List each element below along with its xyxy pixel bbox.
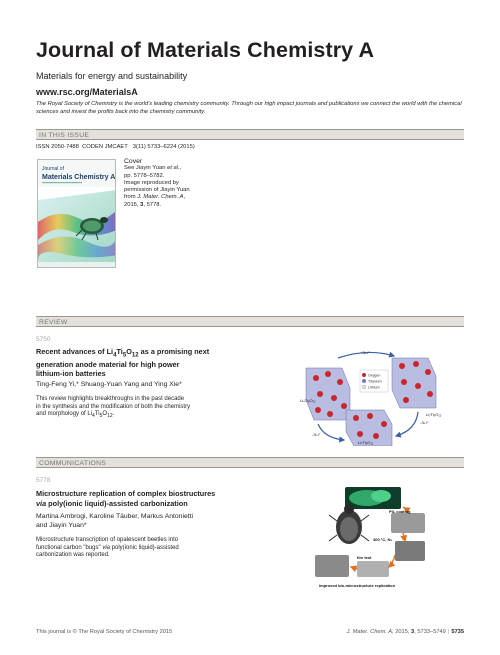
crystal-right (392, 358, 436, 408)
sem-carbonized (395, 541, 425, 561)
cover-pages[interactable]: pp. 5778–5782. (124, 172, 165, 179)
cover-see-line: See Jiayin Yuan et al., (124, 165, 182, 172)
footer-citation: J. Mater. Chem. A, 2015, 3, 5733–5749 | 5735 (346, 629, 464, 635)
arrow-replica (351, 567, 357, 569)
label-pil-coating: PIL coating (389, 509, 411, 514)
journal-subtitle: Materials for energy and sustainability (36, 71, 188, 81)
cover-reproduced: Image reproduced by (124, 179, 179, 186)
label-caption: improved bio-microstructure replication (319, 583, 396, 588)
legend-oxygen: Oxygen (368, 373, 381, 378)
section-label: REVIEW (39, 318, 68, 326)
review-abstract: This review highlights breakthroughs in the past decade in the synthesis and the modification of both the chemistry and morphology of $Li_4Ti_5O_{12}$. (36, 396, 191, 420)
cover-image[interactable] (37, 159, 116, 268)
section-bar-communications (36, 457, 464, 468)
cover-source-citation: 2015, 3, 5778. (124, 201, 162, 208)
arrow-label-left: -3Li⁺ (312, 432, 321, 437)
legend-lithium: Lithium (368, 385, 380, 390)
sem-replica (315, 555, 349, 577)
communication-article-number[interactable]: 5778 (36, 477, 51, 484)
cover-label: Cover (124, 158, 143, 165)
cover-description (124, 158, 234, 209)
review-article-title[interactable]: Recent advances of $Li_4Ti_5O_{12}$ as a promising next generation anode material for high power lithium-ion batteries (36, 347, 210, 379)
cover-permission: permission of Jiayin Yuan (124, 187, 190, 194)
legend-titanium: Titanium (368, 379, 382, 384)
communication-abstract: Microstructure transcription of opalescent beetles into functional carbon "bugs" via poly(ionic liquid)-assisted carbonization was reported. (36, 537, 179, 559)
issn-line: ISSN 2050-7488 CODEN JMCAET 3(11) 5733–6224 (2015) (36, 144, 195, 150)
arrow-carbonize (403, 533, 405, 541)
sem-coated (391, 513, 425, 533)
cover-artwork (38, 160, 116, 268)
footer-copyright: This journal is © The Royal Society of Chemistry 2015 (36, 629, 173, 635)
section-label: IN THIS ISSUE (39, 131, 90, 139)
arrow-label-right: -3Li⁺ (420, 420, 429, 425)
journal-url[interactable]: www.rsc.org/MaterialsA (36, 87, 138, 97)
communication-authors: Martina Ambrogi, Karoline Täuber, Markus Antonietti and Jiayin Yuan* (36, 513, 194, 529)
label-fire-test: fire test (357, 555, 372, 560)
beetle-photo (345, 487, 401, 509)
section-bar-review (36, 316, 464, 327)
page-number: 5735 (451, 629, 464, 635)
review-authors: Ting-Feng Yi,* Shuang-Yuan Yang and Ying Xie* (36, 381, 182, 388)
formula-left: Li₄Ti₅O₁₂ (300, 398, 316, 403)
section-bar-in-this-issue (36, 129, 464, 140)
crystal-left (306, 368, 350, 420)
label-temperature: 400 °C, N₂ (373, 537, 393, 542)
section-label: COMMUNICATIONS (39, 459, 107, 467)
communication-graphical-abstract[interactable] (307, 485, 442, 598)
arrow-left (318, 424, 344, 440)
structure-legend (360, 370, 388, 392)
review-article-number[interactable]: 5750 (36, 336, 51, 343)
journal-intro: The Royal Society of Chemistry is the world's leading chemistry community. Through our high impact journals and publications we connect the world with the chemical sciences and invest the profits back into the chemistry community. (36, 101, 462, 115)
formula-bottom: Li₇Ti₅O₁₂ (358, 440, 374, 445)
arrow-right (396, 412, 418, 436)
journal-title: Journal of Materials Chemistry A (36, 38, 375, 62)
cover-source-journal: from J. Mater. Chem. A, (124, 194, 186, 201)
cover-title-line2: Materials Chemistry A (42, 174, 116, 181)
cover-title-line1: Journal of (42, 166, 64, 172)
sem-fire-test (357, 561, 389, 577)
review-graphical-abstract[interactable] (298, 348, 448, 446)
beetle-outline (329, 504, 369, 544)
formula-right: Li₇Ti₅O₁₂ (426, 412, 442, 417)
communication-article-title[interactable]: Microstructure replication of complex biostructures via poly(ionic liquid)-assisted carbonization (36, 489, 216, 508)
arrow-label-top: +3Li⁺ (360, 350, 370, 355)
arrow-fire (389, 555, 395, 567)
